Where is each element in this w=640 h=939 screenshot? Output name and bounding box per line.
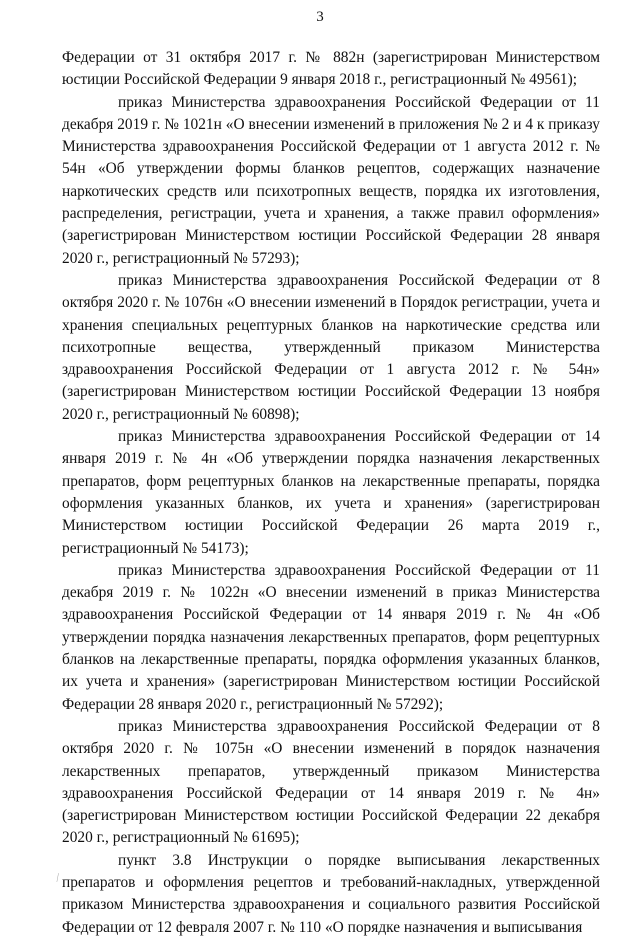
- margin-mark: ⁄: [54, 872, 62, 884]
- paragraph-order-1021n: приказ Министерства здравоохранения Российской Федерации от 11 декабря 2019 г. № 1021н «О внесении изменений в приложения № 2 и 4 к приказу Министерства здравоохранения Российской Федерации от 1 августа 2012 г. № 54н «Об утверждении формы бланков рецептов, содержащих назначение наркотических средств или психотропных веществ, порядка их изготовления, распределения, регистрации, учета и хранения, а также правил оформления» (зарегистрирован Министерством юстиции Российской Федерации 28 января 2020 г., регистрационный № 57293);: [62, 93, 600, 267]
- paragraph-order-1022n: приказ Министерства здравоохранения Российской Федерации от 11 декабря 2019 г. № 1022н «О внесении изменений в приказ Министерства здравоохранения Российской Федерации от 14 января 2019 г. № 4н «Об утверждении порядка назначения лекарственных препаратов, форм рецептурных бланков на лекарственные препараты, порядка оформления указанных бланков, их учета и хранения» (зарегистрирован Министерством юстиции Российской Федерации 28 января 2020 г., регистрационный № 57292);: [62, 561, 600, 713]
- paragraph-item-3-8: пункт 3.8 Инструкции о порядке выписывания лекарственных препаратов и оформления рецептов и требований-накладных, утвержденной приказом Министерства здравоохранения и социального развития Российской Федерации от 12 февраля 2007 г. № 110 «О порядке назначения и выписывания: [62, 851, 600, 936]
- document-body: [62, 47, 600, 939]
- paragraph-order-1076n: приказ Министерства здравоохранения Российской Федерации от 8 октября 2020 г. № 1076н «О внесении изменений в Порядок регистрации, учета и хранения специальных рецептурных бланков на наркотические средства или психотропные вещества, утвержденный приказом Министерства здравоохранения Российской Федерации от 1 августа 2012 г. № 54н» (зарегистрирован Министерством юстиции Российской Федерации 13 ноября 2020 г., регистрационный № 60898);: [62, 271, 600, 423]
- paragraph-continuation: Федерации от 31 октября 2017 г. № 882н (зарегистрирован Министерством юстиции Российской Федерации 9 января 2018 г., регистрационный № 49561);: [62, 49, 600, 89]
- paragraph-order-4n: приказ Министерства здравоохранения Российской Федерации от 14 января 2019 г. № 4н «Об утверждении порядка назначения лекарственных препаратов, форм рецептурных бланков на лекарственные препараты, порядка оформления указанных бланков, их учета и хранения» (зарегистрирован Министерством юстиции Российской Федерации 26 марта 2019 г., регистрационный № 54173);: [62, 428, 600, 557]
- paragraph-order-1075n: приказ Министерства здравоохранения Российской Федерации от 8 октября 2020 г. № 1075н «О внесении изменений в порядок назначения лекарственных препаратов, утвержденный приказом Министерства здравоохранения Российской Федерации от 14 января 2019 г. № 4н» (зарегистрирован Министерством юстиции Российской Федерации 22 декабря 2020 г., регистрационный № 61695);: [62, 717, 600, 847]
- page-number: 3: [316, 9, 324, 25]
